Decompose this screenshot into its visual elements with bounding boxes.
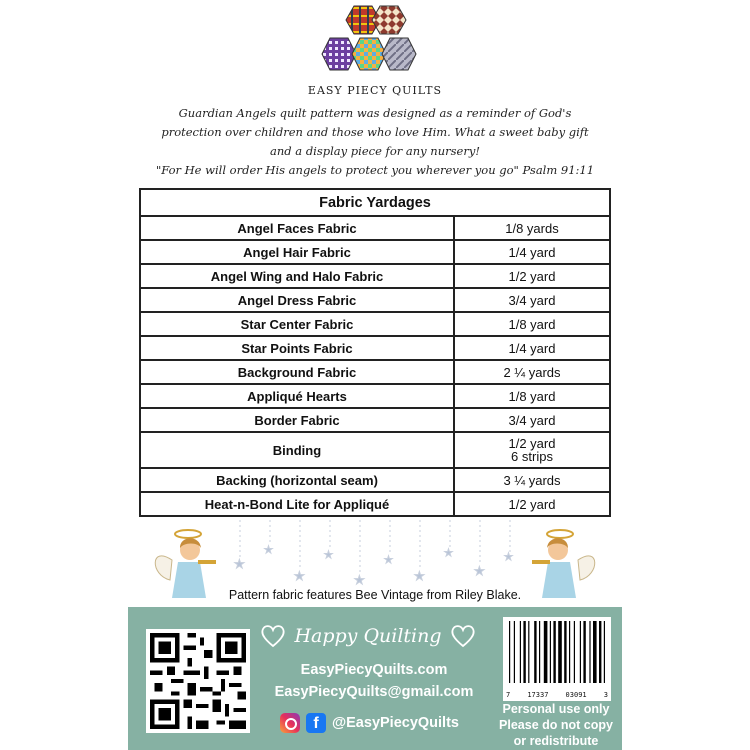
svg-text:★: ★ [264, 545, 273, 556]
table-row [140, 288, 610, 312]
social-links [280, 713, 459, 733]
barcode [503, 617, 611, 701]
fabric-amount: 1/8 yard [454, 312, 610, 336]
heart-icon [450, 624, 476, 648]
fabric-amount: 1/4 yard [454, 240, 610, 264]
fabric-name: Backing (horizontal seam) [140, 468, 454, 492]
intro-text [140, 104, 610, 180]
svg-text:★: ★ [414, 569, 425, 583]
fabric-name: Angel Wing and Halo Fabric [140, 264, 454, 288]
brand-name: EASY PIECY QUILTS [307, 84, 443, 97]
svg-text:★: ★ [384, 555, 393, 566]
table-row [140, 468, 610, 492]
fabric-name: Binding [140, 432, 454, 468]
svg-text:★: ★ [474, 564, 485, 578]
table-row [140, 360, 610, 384]
barcode-digit: 17337 [527, 691, 549, 699]
fabric-amount: 2 ¼ yards [454, 360, 610, 384]
svg-text:★: ★ [444, 548, 453, 559]
barcode-digit: 3 [603, 691, 608, 699]
fabric-amount: 1/2 yard [454, 264, 610, 288]
email-link[interactable]: EasyPiecyQuilts@gmail.com [274, 684, 474, 700]
barcode-digit: 03091 [565, 691, 587, 699]
table-row [140, 240, 610, 264]
fabric-name: Heat-n-Bond Lite for Appliqué [140, 492, 454, 516]
intro-line: and a display piece for any nursery! [270, 144, 480, 158]
social-handle[interactable]: @EasyPiecyQuilts [332, 715, 459, 731]
happy-quilting-banner [258, 621, 478, 651]
table-row [140, 384, 610, 408]
barcode-number [503, 691, 611, 699]
notice-line: Please do not copy [499, 718, 613, 732]
fabric-name: Star Center Fabric [140, 312, 454, 336]
brand-logo [316, 4, 436, 90]
table-row [140, 336, 610, 360]
table-title: Fabric Yardages [140, 189, 610, 216]
svg-text:★: ★ [234, 557, 245, 571]
intro-line: protection over children and those who love Him. What a sweet baby gift [161, 125, 589, 139]
fabric-credit: Pattern fabric features Bee Vintage from Riley Blake. [228, 588, 522, 602]
usage-notice [488, 701, 624, 749]
hanging-stars-icon [234, 520, 513, 587]
fabric-name: Background Fabric [140, 360, 454, 384]
notice-line: Personal use only [502, 702, 610, 716]
heart-icon [260, 624, 286, 648]
fabric-name: Angel Dress Fabric [140, 288, 454, 312]
barcode-bars-icon [503, 617, 611, 687]
facebook-icon[interactable]: f [306, 713, 326, 733]
barcode-digit: 7 [506, 691, 511, 699]
fabric-name: Angel Hair Fabric [140, 240, 454, 264]
fabric-amount: 3 ¼ yards [454, 468, 610, 492]
svg-text:★: ★ [294, 569, 305, 583]
table-row [140, 216, 610, 240]
instagram-icon[interactable] [280, 713, 300, 733]
fabric-amount: 1/8 yard [454, 384, 610, 408]
fabric-amount: 3/4 yard [454, 288, 610, 312]
fabric-name: Star Points Fabric [140, 336, 454, 360]
table-row [140, 264, 610, 288]
happy-quilting-text: Happy Quilting [294, 625, 442, 647]
fabric-amount [454, 432, 610, 468]
website-link[interactable]: EasyPiecyQuilts.com [300, 662, 448, 678]
table-row [140, 492, 610, 516]
footer-panel [128, 607, 622, 750]
fabric-amount: 3/4 yard [454, 408, 610, 432]
svg-text:★: ★ [324, 550, 333, 561]
fabric-yardage-table [139, 188, 611, 517]
table-row [140, 312, 610, 336]
intro-line: "For He will order His angels to protect you wherever you go" Psalm 91:11 [155, 163, 595, 177]
intro-line: Guardian Angels quilt pattern was designed as a reminder of God's [178, 106, 572, 120]
fabric-amount: 1/8 yards [454, 216, 610, 240]
fabric-name: Border Fabric [140, 408, 454, 432]
fabric-name: Appliqué Hearts [140, 384, 454, 408]
amount-line: 6 strips [511, 449, 553, 464]
amount-line: 1/2 yard [508, 436, 556, 451]
table-row [140, 408, 610, 432]
fabric-amount: 1/2 yard [454, 492, 610, 516]
svg-text:★: ★ [354, 573, 365, 587]
svg-text:★: ★ [504, 552, 513, 563]
table-row [140, 432, 610, 468]
fabric-name: Angel Faces Fabric [140, 216, 454, 240]
qr-code[interactable] [146, 629, 250, 733]
notice-line: or redistribute [513, 734, 599, 748]
fabric-amount: 1/4 yard [454, 336, 610, 360]
